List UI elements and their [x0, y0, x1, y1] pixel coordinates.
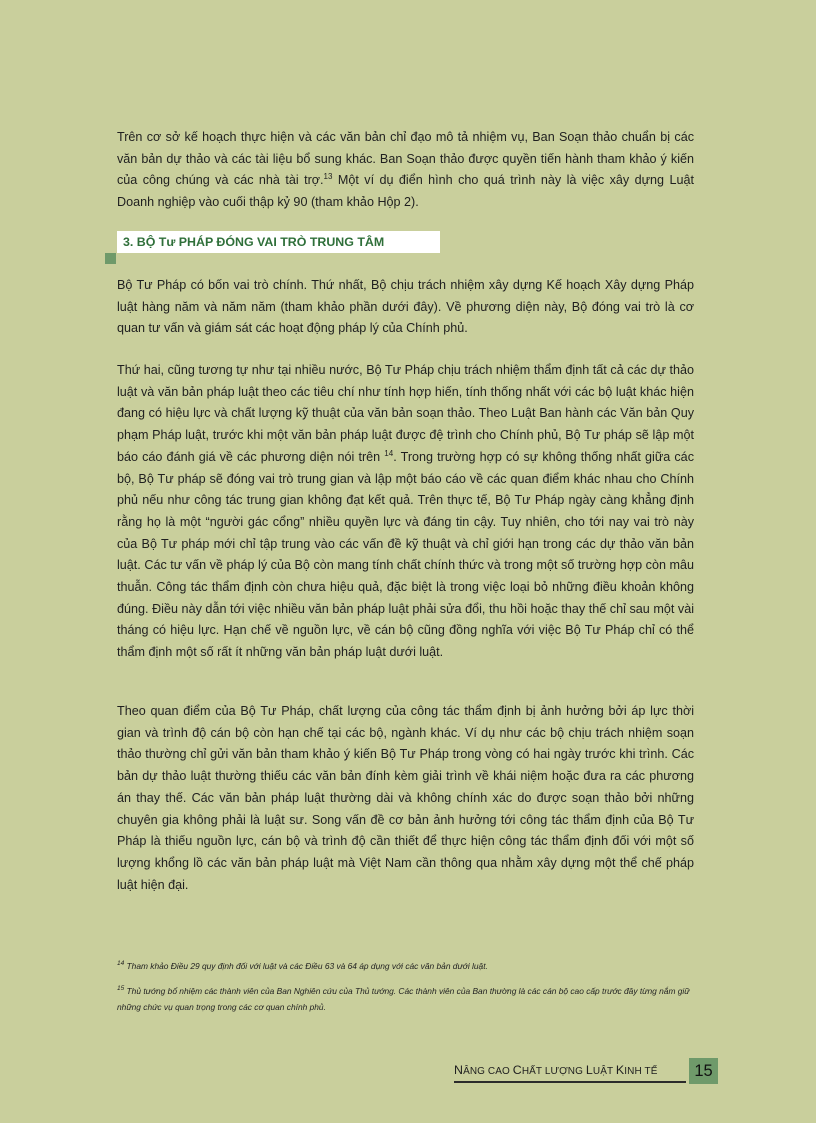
footer-book-title: NÂNG CAO CHẤT LƯỢNG LUẬT KINH TẾ: [454, 1063, 658, 1077]
footnote-14: $^{14}$ Tham khảo Điều 29 quy định đối với luật và các Điều 63 và 64 áp dụng với các văn bản dưới luật.: [117, 960, 488, 971]
page-footer: [454, 1058, 718, 1084]
intro-paragraph: Trên cơ sở kế hoạch thực hiện và các văn bản chỉ đạo mô tả nhiệm vụ, Ban Soạn thảo chuẩn bị các văn bản dự thảo và các tài liệu bổ sung khác. Ban Soạn thảo được quyền tiến hành tham khảo ý kiến của công chúng và các nhà tài trợ.$^{13}$ Một ví dụ điển hình cho quá trình này là việc xây dựng Luật Doanh nghiệp vào cuối thập kỷ 90 (tham khảo Hộp 2).: [117, 130, 694, 210]
page-number: 15: [689, 1058, 718, 1084]
footnote-ref-13[interactable]: 13: [323, 172, 333, 182]
section-heading: 3. BỘ Tư PHÁP ĐÓNG VAI TRÒ TRUNG TÂM: [117, 231, 440, 253]
paragraph-roles: Bộ Tư Pháp có bốn vai trò chính. Thứ nhất, Bộ chịu trách nhiệm xây dựng Kế hoạch Xây dựng Pháp luật hàng năm và năm năm (tham khảo phần dưới đây). Về phương diện này, Bộ đóng vai trò là cơ quan tư vấn và giám sát các hoạt động pháp lý của Chính phủ.: [117, 278, 694, 336]
footnote-15: $^{15}$ Thủ tướng bổ nhiệm các thành viên của Ban Nghiên cứu của Thủ tướng. Các thành viên của Ban thường là các cán bộ cao cấp trước đây từng nắm giữ những chức vụ quan trọng trong các cơ quan chính phủ.: [117, 985, 690, 1012]
paragraph-appraisal: Thứ hai, cũng tương tự như tại nhiều nước, Bộ Tư Pháp chịu trách nhiệm thẩm định tất cả các dự thảo luật và văn bản pháp luật theo các tiêu chí như tính hợp hiến, tính thống nhất với các bộ luật khác hiện đang có hiệu lực và chất lượng kỹ thuật của văn bản soạn thảo. Theo Luật Ban hành các Văn bản Quy phạm Pháp luật, trước khi một văn bản pháp luật được đệ trình cho Chính phủ, Bộ Tư pháp sẽ lập một báo cáo đánh giá về các phương diện nói trên $^{14}$. Trong trường hợp có sự không thống nhất giữa các bộ, Bộ Tư pháp sẽ đóng vai trò trung gian và lập một báo cáo về các quan điểm khác nhau cho Chính phủ nếu như công tác trung gian không đạt kết quả. Trên thực tế, Bộ Tư Pháp ngày càng khẳng định rằng họ là một “người gác cổng” nhiều quyền lực và đáng tin cậy. Tuy nhiên, cho tới nay vai trò này của Bộ Tư pháp mới chỉ tập trung vào các vấn đề kỹ thuật và chỉ giới hạn trong các dự thảo văn bản luật. Các tư vấn về pháp lý của Bộ còn mang tính chất chính thức và trong một số trường hợp còn mâu thuẫn. Công tác thẩm định còn chưa hiệu quả, đặc biệt là trong việc loại bỏ những điều khoản không đúng. Điều này dẫn tới việc nhiều văn bản pháp luật phải sửa đổi, thu hồi hoặc thay thế chỉ sau một vài tháng có hiệu lực. Hạn chế về nguồn lực, về cán bộ cũng đồng nghĩa với việc Bộ Tư Pháp chỉ có thể thẩm định một số rất ít những văn bản pháp luật dưới luật.: [117, 363, 694, 660]
footnote-ref-14[interactable]: 14: [384, 448, 394, 458]
footer-rule: [454, 1081, 686, 1083]
paragraph-quality: Theo quan điểm của Bộ Tư Pháp, chất lượng của công tác thẩm định bị ảnh hưởng bởi áp lực thời gian và trình độ cán bộ còn hạn chế tại các bộ, ngành khác. Ví dụ như các bộ chịu trách nhiệm soạn thảo thường chỉ gửi văn bản tham khảo ý kiến Bộ Tư Pháp trong vòng có hai ngày trước khi trình. Các bản dự thảo luật thường thiếu các văn bản đính kèm giải trình về khái niệm hoặc đưa ra các phương án thay thế. Các văn bản pháp luật thường dài và không chính xác do được soạn thảo bởi những chuyên gia không phải là luật sư. Song vấn đề cơ bản ảnh hưởng tới công tác thẩm định của Bộ Tư Pháp là thiếu nguồn lực, cán bộ và trình độ cần thiết để thực hiện công tác thẩm định đối với một số lượng khổng lồ các văn bản pháp luật mà Việt Nam cần thông qua nhằm xây dựng một thể chế pháp luật hiện đại.: [117, 704, 694, 892]
heading-marker-square: [105, 253, 116, 264]
